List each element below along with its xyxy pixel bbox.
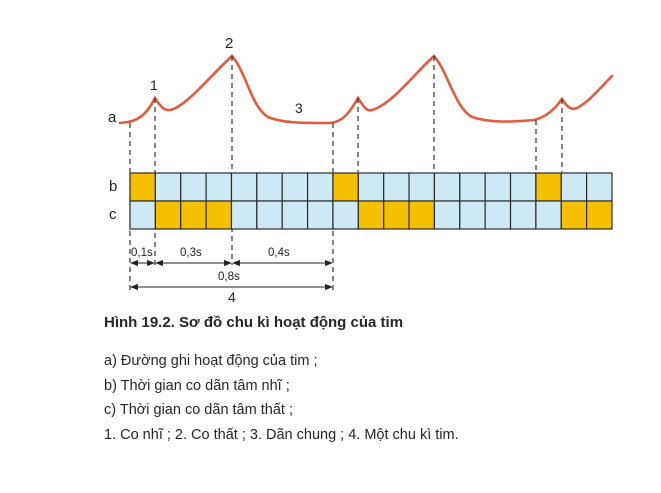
atrial-cell-9 — [358, 173, 383, 201]
ventricular-cell-5 — [257, 201, 282, 229]
ventricular-cell-4 — [231, 201, 256, 229]
peak-label-3: 3 — [295, 100, 303, 116]
ventricular-cell-active-18 — [587, 201, 612, 229]
time-label-0-1s: 0,1s — [131, 247, 153, 259]
time-label-0-8s: 0,8s — [218, 271, 240, 283]
peak-label-1: 1 — [150, 77, 158, 93]
atrial-cell-active-0 — [130, 173, 155, 201]
atrial-cell-active-16 — [536, 173, 561, 201]
ventricular-cell-16 — [536, 201, 561, 229]
ventricular-cell-13 — [460, 201, 485, 229]
atrial-cell-active-8 — [333, 173, 358, 201]
ventricular-timing-row — [130, 201, 612, 229]
atrial-cell-10 — [384, 173, 409, 201]
heart-activity-curve — [120, 56, 612, 123]
row-label-c: c — [109, 206, 117, 223]
legend-item-b: b) Thời gian co dãn tâm nhĩ ; — [104, 377, 290, 394]
peak-label-2: 2 — [225, 35, 234, 52]
atrial-cell-2 — [181, 173, 206, 201]
ventricular-cell-14 — [485, 201, 510, 229]
ventricular-cell-active-10 — [384, 201, 409, 229]
legend-item-a: a) Đường ghi hoạt động của tim ; — [104, 353, 318, 369]
ventricular-cell-active-2 — [181, 201, 206, 229]
atrial-cell-11 — [409, 173, 434, 201]
atrial-cell-15 — [511, 173, 536, 201]
ventricular-cell-active-11 — [409, 201, 434, 229]
cycle-label-4: 4 — [228, 289, 236, 305]
atrial-cell-4 — [231, 173, 256, 201]
ventricular-cell-active-1 — [155, 201, 180, 229]
figure-legend — [104, 349, 644, 447]
atrial-cell-12 — [434, 173, 459, 201]
atrial-timing-row — [130, 173, 612, 201]
ventricular-cell-active-9 — [358, 201, 383, 229]
atrial-cell-18 — [587, 173, 612, 201]
atrial-cell-17 — [561, 173, 586, 201]
figure-caption: Hình 19.2. Sơ đồ chu kì hoạt động của tim — [104, 314, 404, 331]
ventricular-cell-7 — [308, 201, 333, 229]
time-label-0-4s: 0,4s — [268, 247, 290, 259]
atrial-cell-6 — [282, 173, 307, 201]
atrial-cell-1 — [155, 173, 180, 201]
ventricular-cell-active-3 — [206, 201, 231, 229]
row-label-a: a — [108, 109, 117, 126]
ventricular-cell-12 — [434, 201, 459, 229]
ventricular-cell-0 — [130, 201, 155, 229]
legend-item-c: c) Thời gian co dãn tâm thất ; — [104, 402, 293, 418]
row-label-b: b — [109, 178, 118, 195]
ventricular-cell-active-17 — [561, 201, 586, 229]
ventricular-cell-8 — [333, 201, 358, 229]
atrial-cell-13 — [460, 173, 485, 201]
legend-item-numbers: 1. Co nhĩ ; 2. Co thất ; 3. Dãn chung ; 4. Một chu kì tim. — [104, 426, 459, 443]
ventricular-cell-6 — [282, 201, 307, 229]
atrial-cell-7 — [308, 173, 333, 201]
atrial-cell-3 — [206, 173, 231, 201]
time-label-0-3s: 0,3s — [180, 247, 202, 259]
ventricular-cell-15 — [511, 201, 536, 229]
atrial-cell-14 — [485, 173, 510, 201]
atrial-cell-5 — [257, 173, 282, 201]
